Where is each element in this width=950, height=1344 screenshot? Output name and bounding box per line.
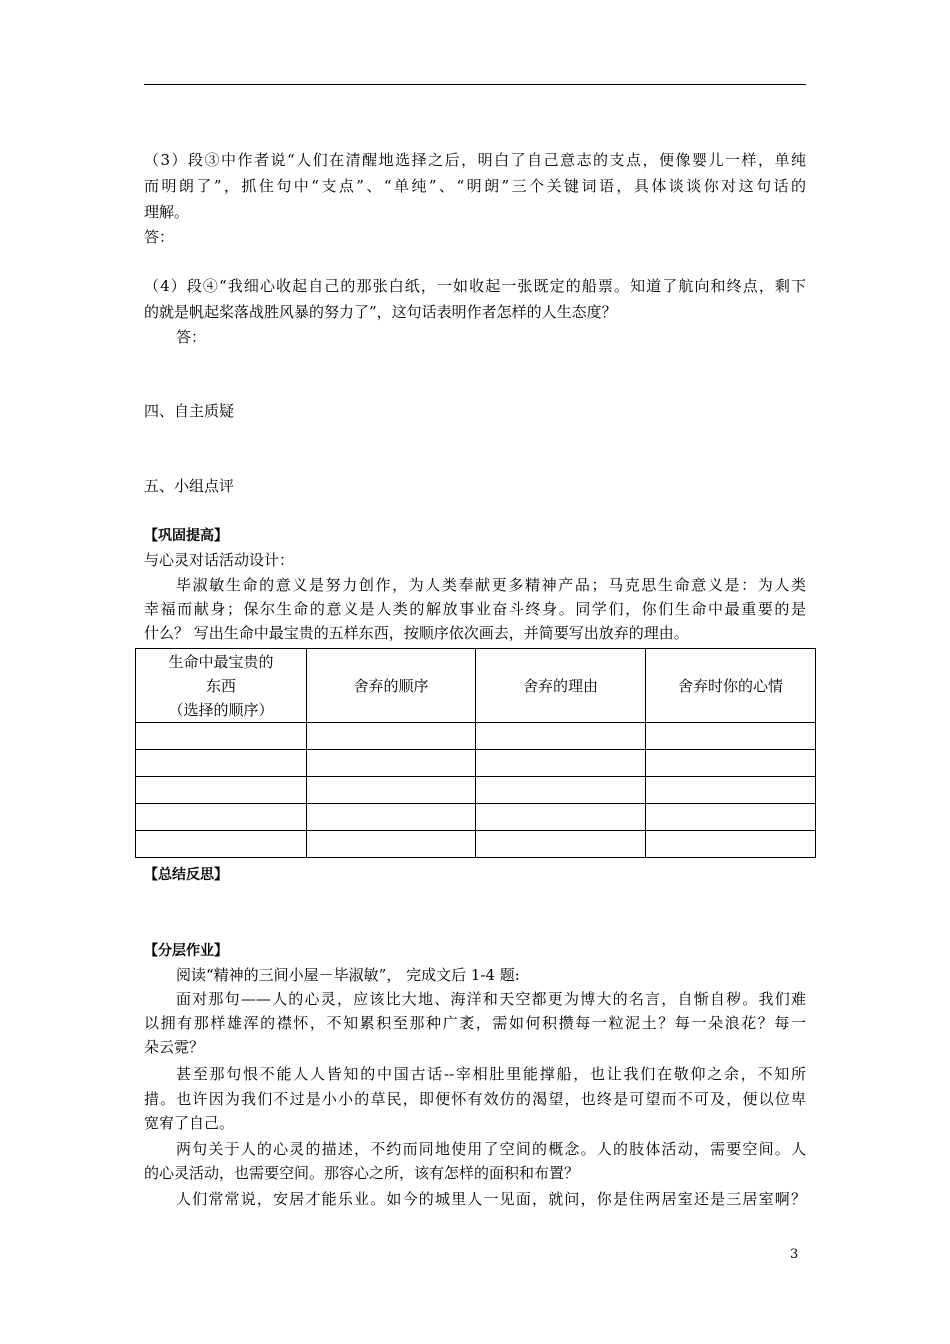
q3-line-1: （3）段③中作者说“人们在清醒地选择之后，明白了自己意志的支点，便像婴儿一样，单纯 [144, 151, 806, 169]
table-header-col-3: 舍弃的理由 [476, 649, 646, 723]
table-cell[interactable] [646, 831, 816, 858]
homework-p1-line-2: 以拥有那样雄浑的襟怀，不知累积至那种广袤，需如何积攒每一粒泥土？每一朵浪花？每一 [144, 1014, 806, 1032]
table-cell[interactable] [136, 723, 307, 750]
table-cell[interactable] [476, 750, 646, 777]
table-cell[interactable] [646, 750, 816, 777]
table-cell[interactable] [307, 750, 476, 777]
table-cell[interactable] [307, 831, 476, 858]
table-cell[interactable] [476, 777, 646, 804]
table-cell[interactable] [307, 777, 476, 804]
table-header-row [136, 649, 816, 723]
table-cell[interactable] [307, 804, 476, 831]
homework-p1-line-1: 面对那句——人的心灵，应该比大地、海洋和天空都更为博大的名言，自惭自秽。我们难 [176, 990, 806, 1008]
table-cell[interactable] [136, 750, 307, 777]
table-cell[interactable] [136, 804, 307, 831]
table-cell[interactable] [646, 777, 816, 804]
table-row [136, 831, 816, 858]
activity-intro: 与心灵对话活动设计： [144, 551, 295, 569]
table-row [136, 777, 816, 804]
table-cell[interactable] [476, 723, 646, 750]
table-cell[interactable] [476, 804, 646, 831]
section-group-review: 五、小组点评 [144, 477, 235, 495]
summary-heading: 【总结反思】 [144, 867, 228, 883]
homework-p2-line-3: 宽宥了自己。 [144, 1114, 235, 1132]
table-header-col-1 [136, 649, 307, 723]
q3-answer-label: 答： [144, 228, 175, 246]
table-header-col-1-line-2: 东西 [205, 676, 236, 695]
activity-para-line-2: 幸福而献身；保尔生命的意义是人类的解放事业奋斗终身。同学们，你们生命中最重要的是 [144, 600, 806, 618]
header-rule [144, 84, 806, 85]
homework-p2-line-2: 措。也许因为我们不过是小小的草民，即便怀有效仿的渴望，也终是可望而不可及，便以位卑 [144, 1090, 806, 1108]
activity-para-line-1: 毕淑敏生命的意义是努力创作，为人类奉献更多精神产品；马克思生命意义是：为人类 [176, 576, 806, 594]
homework-heading: 【分层作业】 [144, 943, 228, 959]
q4-answer-label: 答： [176, 328, 207, 346]
page-number: 3 [790, 1247, 799, 1262]
q4-line-2: 的就是帆起桨落战胜风暴的努力了”，这句话表明作者怎样的人生态度？ [144, 303, 617, 321]
table-cell[interactable] [136, 831, 307, 858]
table-row [136, 723, 816, 750]
table-row [136, 750, 816, 777]
homework-p2-line-1: 甚至那句恨不能人人皆知的中国古话--宰相肚里能撑船，也让我们在敬仰之余，不知所 [176, 1065, 806, 1083]
homework-p3-line-2: 的心灵活动，也需要空间。那容心之所，该有怎样的面积和布置？ [144, 1164, 580, 1182]
table-cell[interactable] [646, 804, 816, 831]
section-self-questioning: 四、自主质疑 [144, 402, 235, 420]
homework-p1-line-3: 朵云霓？ [144, 1038, 205, 1056]
consolidate-heading: 【巩固提高】 [144, 528, 228, 544]
homework-p3-line-1: 两句关于人的心灵的描述，不约而同地使用了空间的概念。人的肢体活动，需要空间。人 [176, 1140, 806, 1158]
table-header-col-4: 舍弃时你的心情 [646, 649, 816, 723]
activity-para-line-3: 什么？ 写出生命中最宝贵的五样东西，按顺序依次画去，并简要写出放弃的理由。 [144, 624, 689, 642]
q3-line-3: 理解。 [144, 203, 190, 221]
table-cell[interactable] [136, 777, 307, 804]
homework-task: 阅读“精神的三间小屋－毕淑敏”， 完成文后 1-4 题: [176, 966, 520, 984]
q4-line-1: （4）段④“我细心收起自己的那张白纸，一如收起一张既定的船票。知道了航向和终点，剩下 [144, 277, 806, 295]
table-cell[interactable] [476, 831, 646, 858]
table-header-col-2: 舍弃的顺序 [307, 649, 476, 723]
answer-table [135, 648, 816, 858]
table-row [136, 804, 816, 831]
table-cell[interactable] [646, 723, 816, 750]
table-header-col-1-line-3: （选择的顺序） [168, 700, 274, 719]
table-header-col-1-line-1: 生命中最宝贵的 [168, 652, 274, 671]
table-cell[interactable] [307, 723, 476, 750]
q3-line-2: 而明朗了”，抓住句中“支点”、“单纯”、“明朗”三个关键词语，具体谈谈你对这句话的 [144, 177, 806, 195]
homework-p4-line-1: 人们常常说，安居才能乐业。如今的城里人一见面，就问，你是住两居室还是三居室啊？ [176, 1190, 806, 1208]
